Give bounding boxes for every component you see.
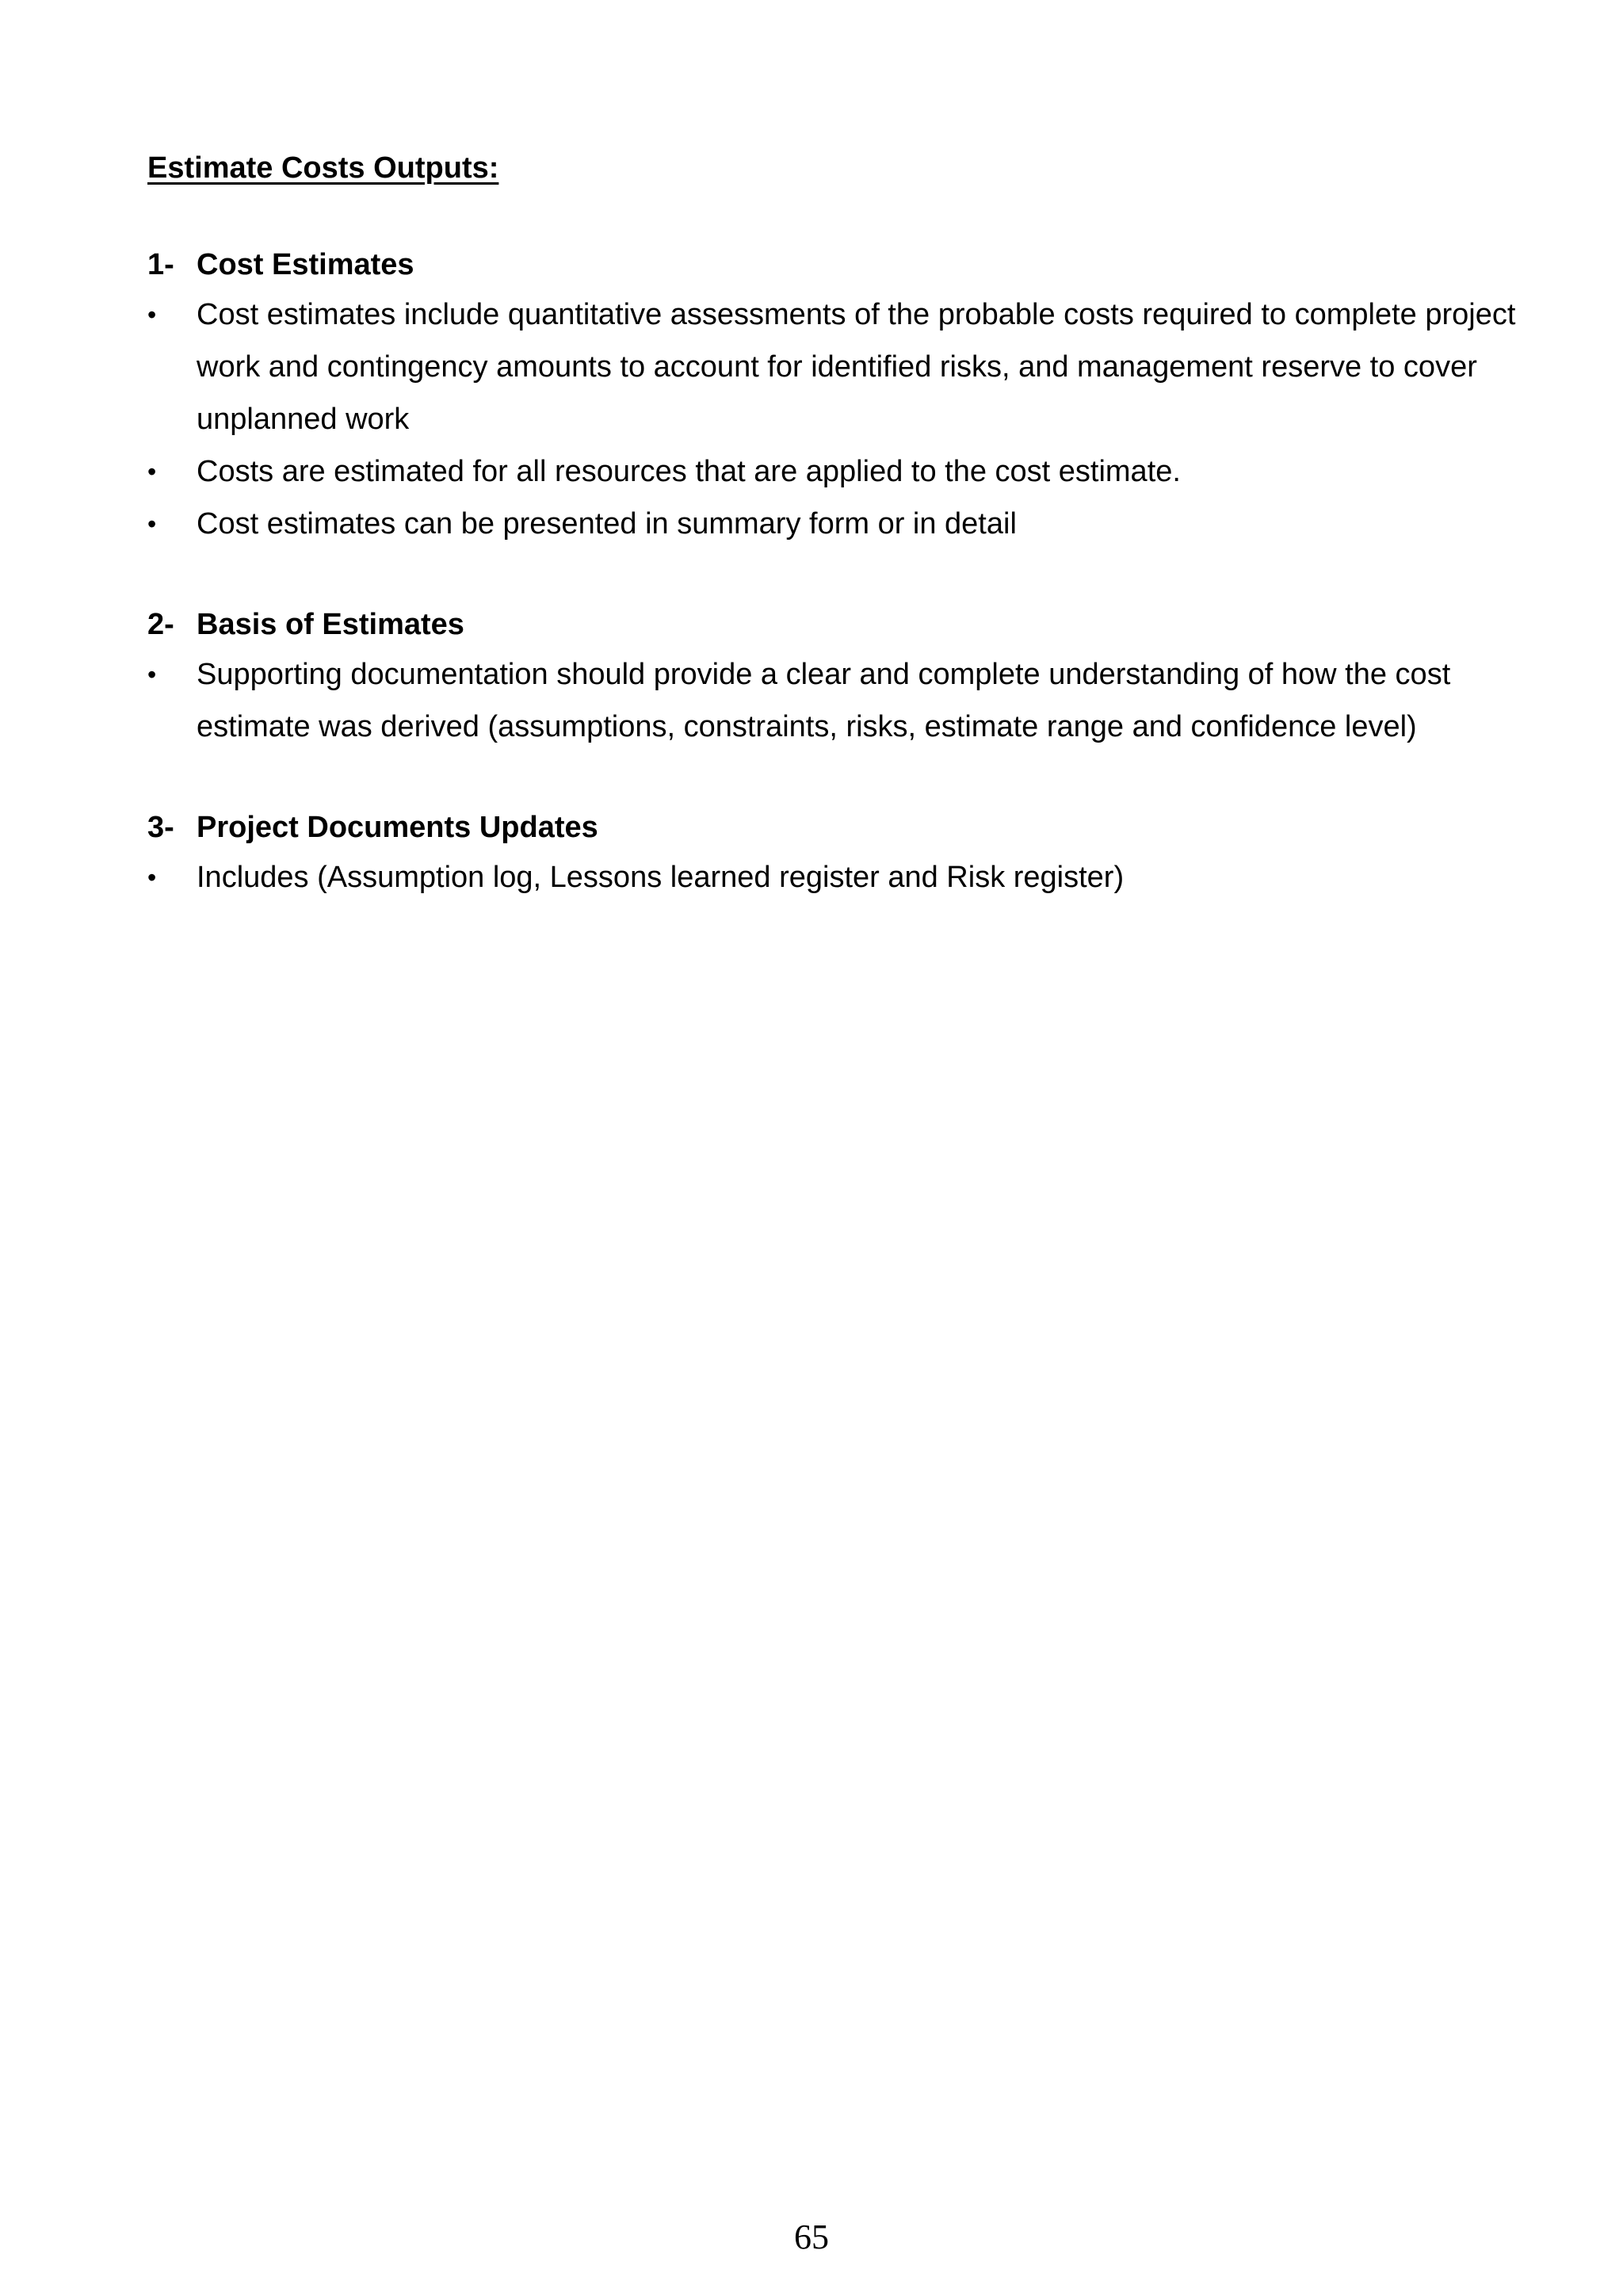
- page-title: Estimate Costs Outputs:: [147, 151, 499, 185]
- bullet-icon: •: [147, 510, 157, 538]
- list-item: [147, 445, 1526, 498]
- section-title: Project Documents Updates: [197, 811, 598, 844]
- bullet-icon: •: [147, 863, 157, 892]
- section-number: 1-: [147, 248, 174, 281]
- bullet-text: Includes (Assumption log, Lessons learned register and Risk register): [197, 861, 1125, 894]
- bullet-icon: •: [147, 660, 157, 689]
- bullet-text: Costs are estimated for all resources that are applied to the cost estimate.: [197, 455, 1181, 488]
- bullet-list: [147, 648, 1526, 753]
- bullet-icon: •: [147, 300, 157, 329]
- section-title: Basis of Estimates: [197, 608, 464, 641]
- list-item: [147, 498, 1526, 550]
- section-heading: [147, 241, 1526, 288]
- bullet-list: [147, 851, 1526, 904]
- section-heading: [147, 804, 1526, 851]
- bullet-list: [147, 288, 1526, 550]
- bullet-text: Cost estimates can be presented in summary form or in detail: [197, 507, 1017, 541]
- list-item: [147, 288, 1526, 445]
- section-cost-estimates: [147, 241, 1526, 550]
- section-heading: [147, 601, 1526, 648]
- section-number: 2-: [147, 608, 174, 641]
- page-content: [147, 146, 1526, 954]
- section-basis-of-estimates: [147, 601, 1526, 753]
- section-project-documents-updates: [147, 804, 1526, 904]
- list-item: [147, 851, 1526, 904]
- page-number: 65: [794, 2218, 829, 2256]
- section-title: Cost Estimates: [197, 248, 414, 281]
- bullet-icon: •: [147, 457, 157, 486]
- section-number: 3-: [147, 811, 174, 844]
- bullet-text: Cost estimates include quantitative assessments of the probable costs required to complete project work and contingency amounts to account for identified risks, and management reserve to cover unplanned work: [197, 298, 1516, 436]
- list-item: [147, 648, 1526, 753]
- bullet-text: Supporting documentation should provide a clear and complete understanding of how the cost estimate was derived (assumptions, constraints, risks, estimate range and confidence level): [197, 658, 1451, 743]
